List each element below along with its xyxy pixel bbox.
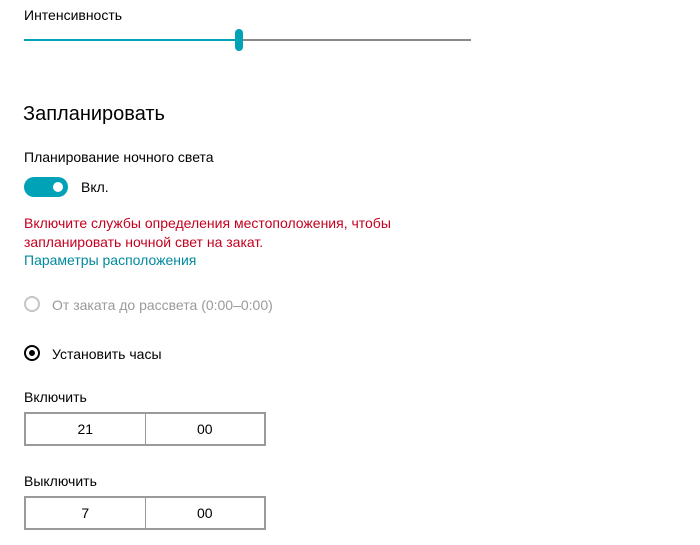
schedule-title: Запланировать: [23, 103, 165, 125]
turn-off-minute[interactable]: 00: [145, 498, 265, 528]
turn-off-label: Выключить: [24, 473, 97, 489]
sunset-to-sunrise-radio[interactable]: [24, 296, 40, 312]
schedule-toggle[interactable]: [24, 177, 68, 197]
intensity-label: Интенсивность: [24, 7, 123, 23]
set-hours-radio[interactable]: [24, 345, 40, 361]
warning-line-2: запланировать ночной свет на закат.: [24, 234, 264, 250]
slider-thumb[interactable]: [235, 29, 243, 51]
intensity-slider[interactable]: [24, 29, 471, 51]
sunset-to-sunrise-label: От заката до рассвета (0:00–0:00): [52, 297, 273, 313]
slider-fill: [24, 39, 239, 41]
turn-on-label: Включить: [24, 389, 87, 405]
warning-line-1: Включите службы определения местоположения, чтобы: [24, 215, 391, 231]
radio-selected-dot: [29, 350, 35, 356]
toggle-state-label: Вкл.: [81, 179, 109, 195]
night-light-schedule-label: Планирование ночного света: [24, 149, 214, 165]
turn-off-time-picker[interactable]: [24, 496, 266, 530]
turn-on-time-picker[interactable]: [24, 412, 266, 446]
turn-on-minute[interactable]: 00: [145, 414, 265, 444]
toggle-knob: [53, 182, 63, 192]
turn-on-hour[interactable]: 21: [77, 421, 94, 437]
turn-off-hour[interactable]: 7: [81, 505, 90, 521]
location-settings-link[interactable]: Параметры расположения: [24, 252, 197, 268]
location-warning: [24, 214, 444, 252]
set-hours-label: Установить часы: [52, 346, 162, 362]
